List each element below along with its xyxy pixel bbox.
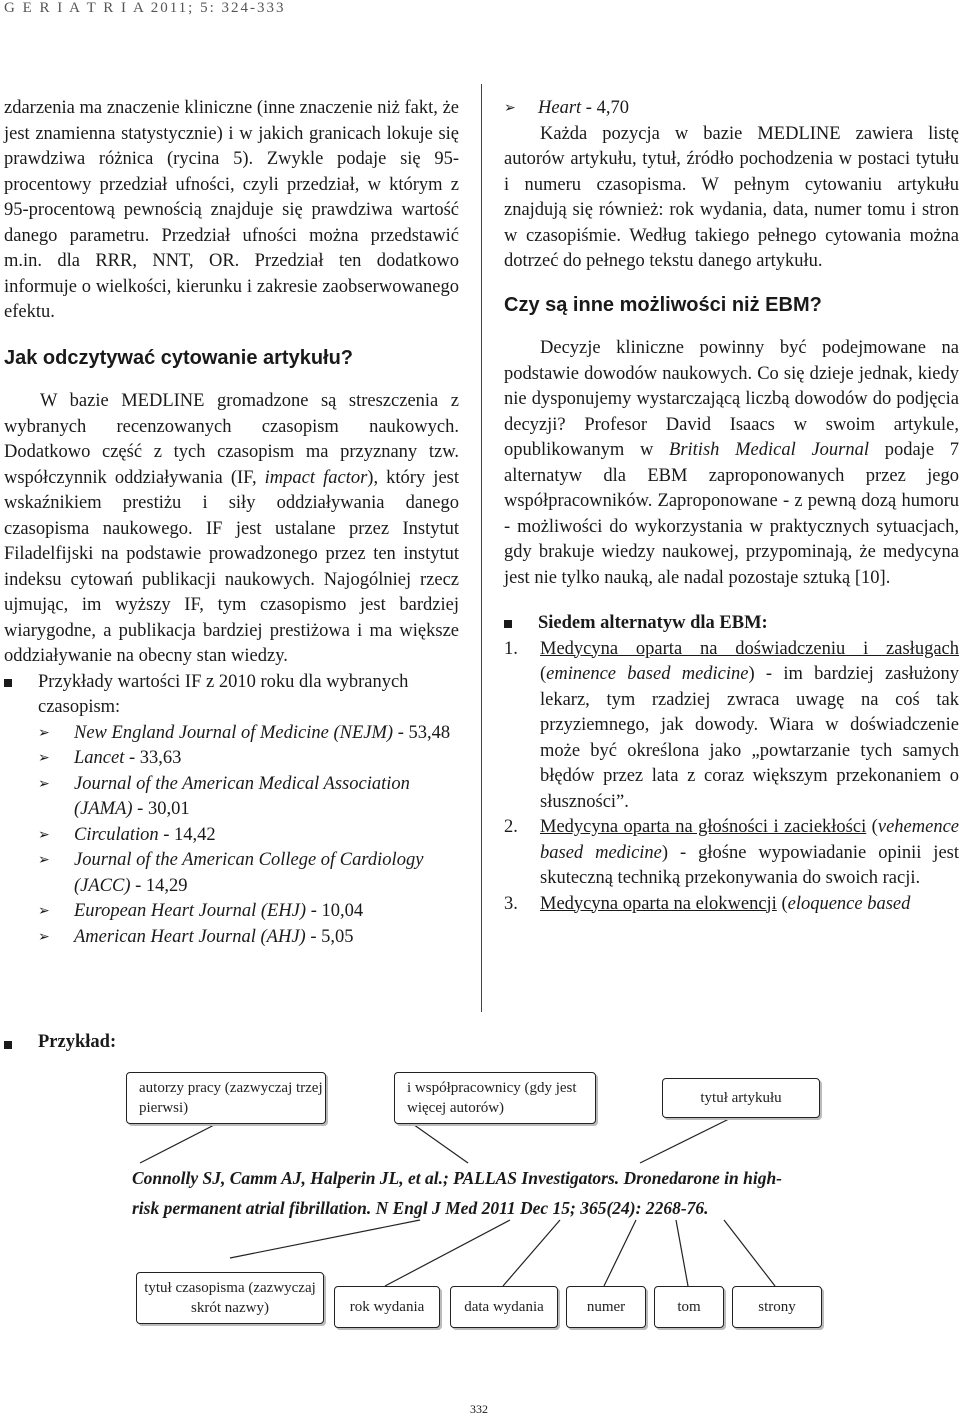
connector-title xyxy=(640,1116,735,1163)
example-label: Przykład: xyxy=(4,1032,960,1053)
arrow-bullet-icon: ➢ xyxy=(504,101,516,116)
arrow-bullet-icon: ➢ xyxy=(38,853,50,868)
right-paragraph-2: Decyzje kliniczne powinny być podejmowane na podstawie dowodów naukowych. Co się dzieje jednak, kiedy nie dysponujemy wystarczającą liczbą dowodów do podjęcia decyzji? Profesor David Isaacs w swoim artykule, opublikowanym w British Medical Journal podaje 7 alternatyw dla EBM zaproponowanych przez jego współpracowników. Zaproponowane - z pewną dozą humoru - możliwości do wykorzystania w praktycznych sytuacjach, gdy brakuje wiedzy naukowej, przypominają, że medycyna jest nie tylko nauką, ale nadal pozostaje sztuką [10]. xyxy=(504,338,959,588)
citation-line-1: Connolly SJ, Camm AJ, Halperin JL, et al.; PALLAS Investigators. Dronedarone in high- xyxy=(132,1168,783,1188)
journal-item-heart: ➢ Heart - 4,70 xyxy=(504,96,959,122)
box-authors: autorzy pracy (zazwyczaj trzej pierwsi) xyxy=(126,1072,326,1124)
connector-pages xyxy=(724,1220,775,1286)
running-header: G E R I A T R I A 2011; 5: 324-333 xyxy=(4,0,286,16)
connector-journal xyxy=(230,1220,420,1258)
connector-authors xyxy=(140,1122,220,1163)
arrow-bullet-icon: ➢ xyxy=(38,725,50,741)
box-volume: tom xyxy=(654,1286,724,1328)
connector-date xyxy=(503,1220,560,1286)
connector-year xyxy=(385,1220,510,1286)
page-number: 332 xyxy=(470,1402,488,1416)
right-heading: Czy są inne możliwości niż EBM? xyxy=(504,293,822,316)
arrow-bullet-icon: ➢ xyxy=(38,904,50,919)
arrow-bullet-icon: ➢ xyxy=(38,751,50,766)
box-article-title: tytuł artykułu xyxy=(662,1078,820,1118)
if-examples-bullet: Przykłady wartości IF z 2010 roku dla wybranych czasopism: xyxy=(4,670,459,721)
journal-item: ➢ New England Journal of Medicine (NEJM) - 53,48 xyxy=(4,721,459,747)
box-pages: strony xyxy=(732,1286,822,1328)
box-journal-title: tytuł czasopisma (zazwyczaj skrót nazwy) xyxy=(136,1272,324,1324)
left-heading: Jak odczytywać cytowanie artykułu? xyxy=(4,346,354,369)
journal-item: ➢ American Heart Journal (AHJ) - 5,05 xyxy=(4,925,459,951)
journal-item: ➢ Journal of the American College of Cardiology (JACC) - 14,29 xyxy=(38,850,424,896)
right-paragraph-1: Każda pozycja w bazie MEDLINE zawiera listę autorów artykułu, tytuł, źródło pochodzenia w postaci tytułu i numeru czasopisma. W pełnym cytowaniu artykułu znajdują się również: rok wydania, data, numer tomu i stron w czasopiśmie. Według takiego pełnego cytowania można dotrzeć do pełnego tekstu danego artykułu. xyxy=(504,123,959,271)
alternative-item: 1. Medycyna oparta na doświadczeniu i zasługach (eminence based medicine) - im bardziej zasłużony lekarz, tym rzadziej zwraca uwagę na coś tak przyziemnego, jak dowody. Wiara w doświadczenie może być określona jako „powtarzanie tych samych błędów przez lata z coraz większym przekonaniem o słuszności”. xyxy=(504,638,959,812)
journal-item: ➢ Journal of the American Medical Association (JAMA) - 30,01 xyxy=(38,773,410,819)
left-paragraph-2: W bazie MEDLINE gromadzone są streszczenia z wybranych recenzowanych czasopism naukowych. Dodatkowo część z tych czasopism ma przyznany tzw. współczynnik oddziaływania (IF, impact factor), który jest wskaźnikiem prestiżu i siły oddziaływania danego czasopisma naukowego. IF jest ustalane przez Instytut Filadelfijski na podstawie prowadzonego przez ten instytut indeksu cytowań publikacji naukowych. Najogólniej rzecz ujmując, im wyższy IF, tym czasopismo jest bardziej wiarygodne, a publikacja bardziej prestiżowa i ma większe oddziaływanie na obecny stan wiedzy. xyxy=(4,391,460,666)
alternative-item: 2. Medycyna oparta na głośności i zaciekłości (vehemence based medicine) - głośne wypowiadanie opinii jest skuteczną techniką przekonywania do swoich racji. xyxy=(504,817,959,888)
box-number: numer xyxy=(566,1286,646,1328)
arrow-bullet-icon: ➢ xyxy=(38,776,50,792)
connector-coauthors xyxy=(410,1122,468,1163)
alternative-item: 3. Medycyna oparta na elokwencji (eloquence based xyxy=(504,893,911,914)
citation-line-2: risk permanent atrial fibrillation. N Engl J Med 2011 Dec 15; 365(24): 2268-76. xyxy=(132,1198,709,1218)
box-coauthors: i współpracownicy (gdy jest więcej autorów) xyxy=(394,1072,596,1124)
box-year: rok wydania xyxy=(334,1286,440,1328)
journal-item: ➢ Circulation - 14,42 xyxy=(4,823,459,849)
journal-item: ➢ European Heart Journal (EHJ) - 10,04 xyxy=(4,899,459,925)
connector-volume xyxy=(676,1220,688,1286)
alternatives-bullet: Siedem alternatyw dla EBM: xyxy=(504,611,959,637)
box-date: data wydania xyxy=(450,1286,558,1328)
connector-number xyxy=(604,1220,636,1286)
arrow-bullet-icon: ➢ xyxy=(38,827,50,843)
left-paragraph-1: zdarzenia ma znaczenie kliniczne (inne znaczenie niż fakt, że jest znamienna statystycznie) i w jakich granicach lokuje się prawdziwa różnica (rycina 5). Zwykle podaje się 95-procentowy przedział ufności, czyli przedział, w którym z 95-procentową pewnością znajduje się prawdziwa wartość danego parametru. Przedział ufności można przedstawić m.in. dla RRR, NNT, OR. Przedział ten dodatkowo informuje o wielkości, kierunku i zakresie zaobserwowanego efektu. xyxy=(4,98,459,322)
journal-item: ➢ Lancet - 33,63 xyxy=(4,746,459,772)
arrow-bullet-icon: ➢ xyxy=(38,929,50,945)
